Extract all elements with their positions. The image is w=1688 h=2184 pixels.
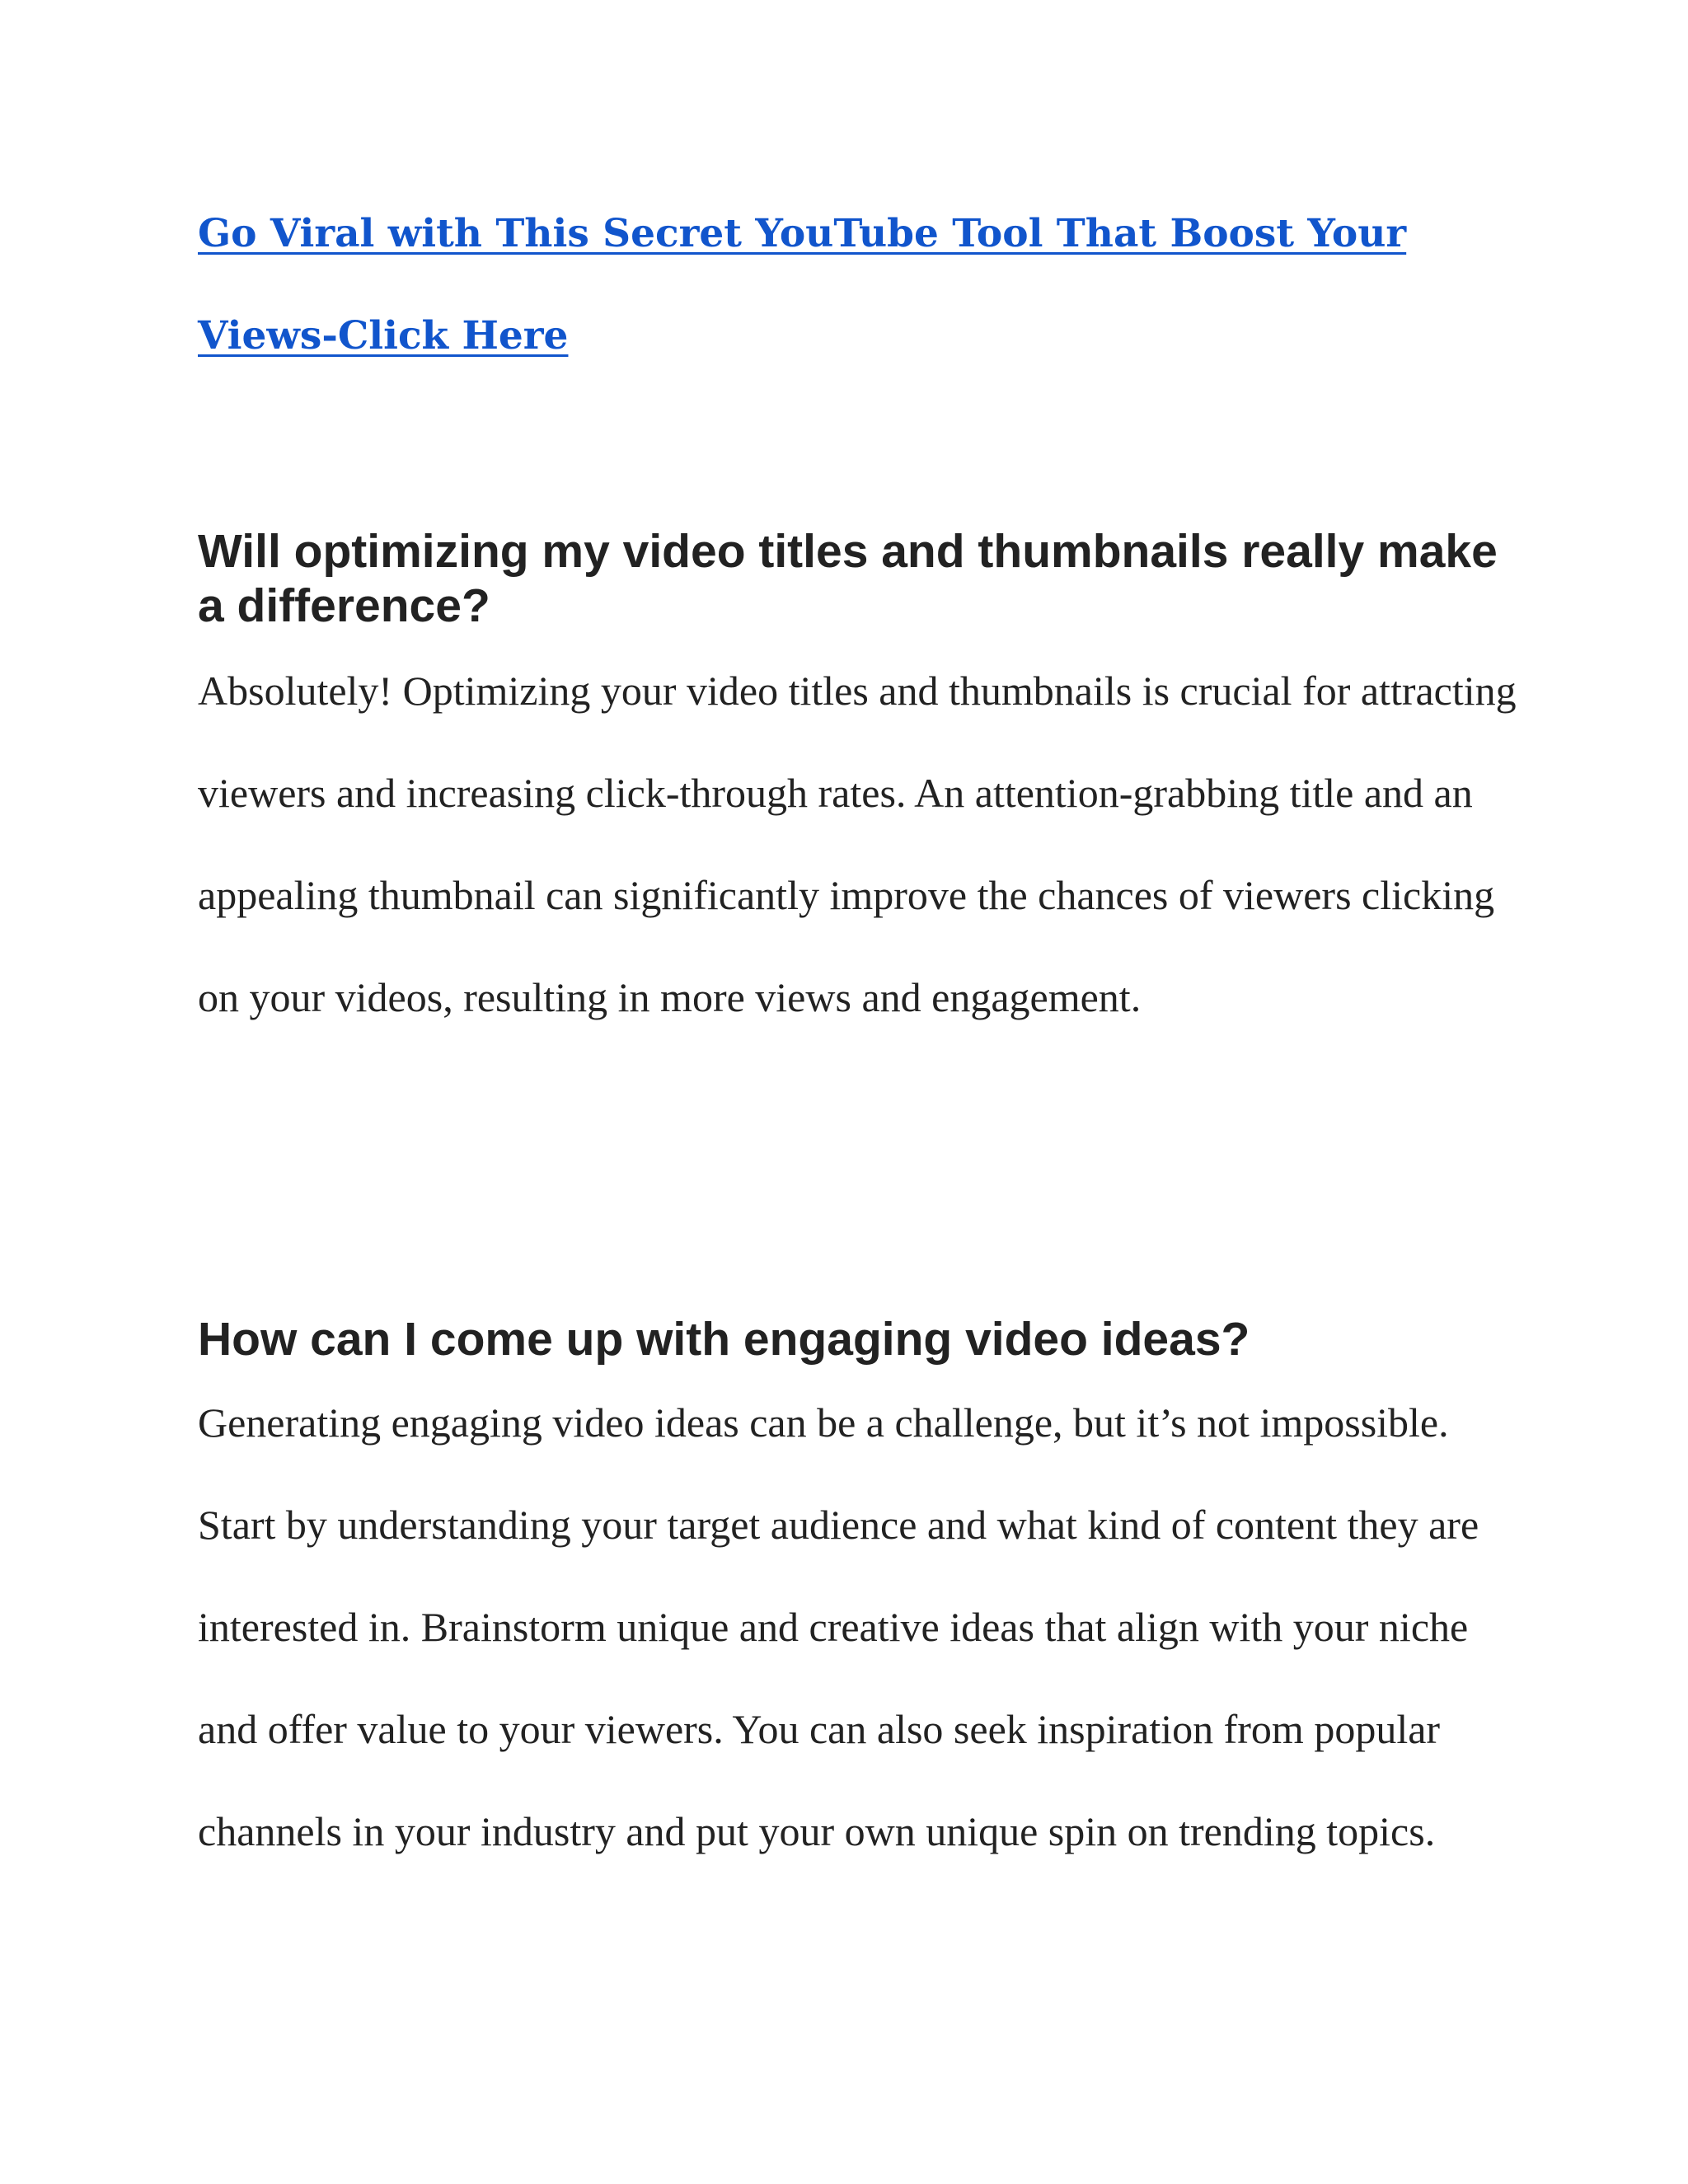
faq-heading: Will optimizing my video titles and thumbnails really make a difference? [198,525,1498,632]
faq-section-optimizing [198,524,1517,1048]
promo-link[interactable]: Go Viral with This Secret YouTube Tool That Boost Your Views-Click Here [198,211,1407,359]
faq-answer: Absolutely! Optimizing your video titles and thumbnails is crucial for attracting viewers and increasing click-through rates. An attention-grabbing title and an appealing thumbnail can significantly improve the chances of viewers clicking on your videos, resulting in more views and engagement. [198,668,1517,1020]
faq-section-video-ideas [198,1312,1517,1882]
faq-answer: Generating engaging video ideas can be a challenge, but it’s not impossible. Start by understanding your target audience and what kind of content they are interested in. Brainstorm unique and creative ideas that align with your niche and offer value to your viewers. You can also seek inspiration from popular channels in your industry and put your own unique spin on trending topics. [198,1399,1479,1854]
faq-heading: How can I come up with engaging video ideas? [198,1313,1250,1366]
